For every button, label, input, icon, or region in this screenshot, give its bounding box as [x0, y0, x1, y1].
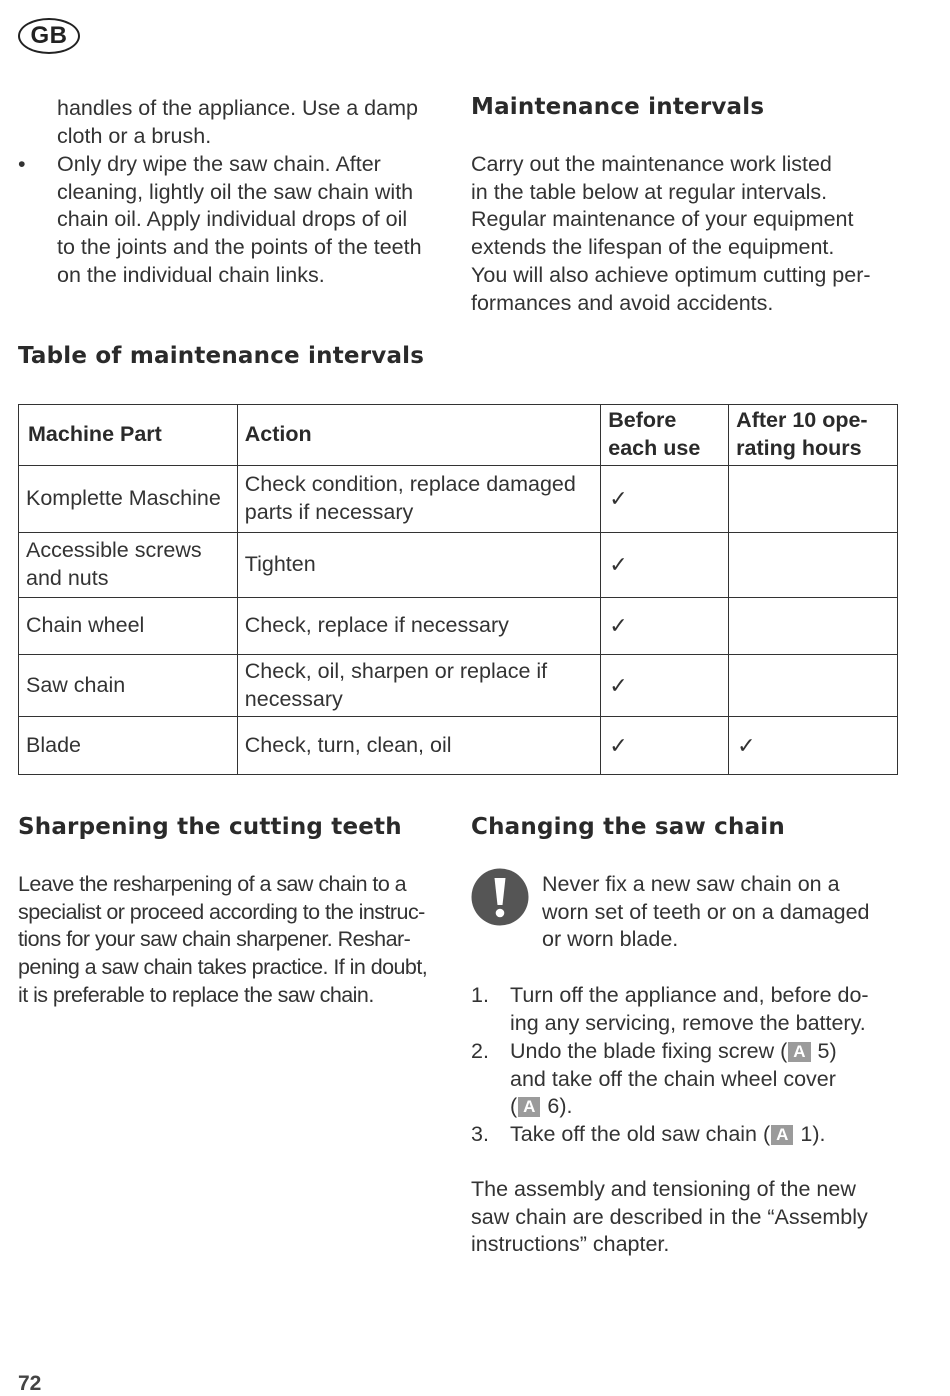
text-line: chain oil. Apply individual drops of oil	[57, 207, 408, 232]
maintenance-paragraph	[471, 151, 911, 317]
text-line: instructions” chapter.	[471, 1232, 670, 1257]
text-line: cloth or a brush.	[57, 123, 212, 148]
figure-ref-badge: A	[518, 1097, 540, 1117]
cell-line: Komplette Maschine	[26, 486, 221, 511]
cell-after	[729, 466, 898, 533]
page-number: 72	[18, 1372, 42, 1395]
check-icon: ✓	[601, 598, 729, 655]
header-after-10-hours	[729, 405, 898, 466]
text-line	[510, 1038, 905, 1066]
text-line: and take off the chain wheel cover	[510, 1066, 836, 1091]
table-header-row	[19, 405, 898, 466]
text-line: Only dry wipe the saw chain. After	[57, 152, 381, 176]
check-icon: ✓	[601, 466, 729, 533]
cell-part	[19, 655, 238, 717]
text-line: on the individual chain links.	[57, 262, 325, 287]
cell-part	[19, 533, 238, 598]
section-title-table: Table of maintenance intervals	[18, 343, 425, 369]
figure-ref-badge: A	[788, 1042, 810, 1062]
check-icon: ✓	[601, 717, 729, 775]
cell-after	[729, 655, 898, 717]
text-line: cleaning, lightly oil the saw chain with	[57, 179, 414, 204]
cell-line: necessary	[244, 686, 343, 711]
header-line: Before	[608, 408, 677, 433]
text-fragment: 6).	[541, 1094, 573, 1119]
language-badge	[18, 18, 80, 54]
cell-line: Check, oil, sharpen or replace if	[244, 658, 548, 683]
cell-line: Accessible screws	[26, 538, 202, 563]
text-line: handles of the appliance. Use a damp	[57, 96, 418, 120]
step-item	[510, 1121, 905, 1149]
table-row	[19, 533, 898, 598]
check-icon: ✓	[729, 717, 898, 775]
cell-line: Tighten	[244, 552, 316, 577]
cell-line: Saw chain	[26, 672, 126, 697]
text-line: Regular maintenance of your equipment	[471, 207, 854, 232]
section-title-maintenance-intervals: Maintenance intervals	[471, 94, 765, 120]
bullet-icon: •	[18, 152, 26, 176]
text-fragment: 1).	[794, 1122, 826, 1146]
step-number: 1.	[471, 983, 489, 1007]
table-row	[19, 466, 898, 533]
warning-icon	[471, 868, 529, 926]
cell-part	[19, 598, 238, 655]
check-icon: ✓	[601, 655, 729, 717]
text-line: to the joints and the points of the teeth	[57, 235, 422, 260]
cell-line: parts if necessary	[244, 500, 414, 524]
continued-text	[57, 95, 457, 150]
cell-part	[19, 717, 238, 775]
cell-action	[237, 533, 600, 598]
cell-action	[237, 655, 600, 717]
cell-line: and nuts	[26, 566, 109, 590]
cell-action	[237, 717, 600, 775]
cell-line: Chain wheel	[26, 613, 145, 638]
text-line: ing any servicing, remove the battery.	[510, 1010, 866, 1035]
text-line: worn set of teeth or on a damaged	[542, 899, 870, 924]
header-machine-part: Machine Part	[19, 405, 238, 466]
text-line: Carry out the maintenance work listed	[471, 152, 832, 176]
text-line: pening a saw chain takes practice. If in doubt,	[18, 955, 428, 980]
step-number: 2.	[471, 1039, 489, 1063]
text-fragment: Take off the old saw chain (	[510, 1122, 771, 1146]
step-item	[510, 982, 905, 1037]
text-line: You will also achieve optimum cutting per-	[471, 262, 871, 287]
warning-text	[542, 871, 912, 954]
closing-paragraph	[471, 1176, 911, 1259]
text-line: extends the lifespan of the equipment.	[471, 235, 835, 260]
bullet-item	[57, 151, 457, 290]
cell-part	[19, 466, 238, 533]
text-line: it is preferable to replace the saw chain.	[18, 982, 374, 1007]
section-title-sharpening: Sharpening the cutting teeth	[18, 814, 402, 840]
cell-after	[729, 598, 898, 655]
cell-line: Check, turn, clean, oil	[244, 732, 452, 757]
section-title-changing-chain: Changing the saw chain	[471, 814, 785, 840]
text-fragment: (	[510, 1094, 518, 1119]
header-action: Action	[237, 405, 600, 466]
text-fragment: Undo the blade fixing screw (	[510, 1039, 788, 1063]
table-row	[19, 655, 898, 717]
check-icon: ✓	[601, 533, 729, 598]
text-line: formances and avoid accidents.	[471, 290, 774, 315]
table-row	[19, 717, 898, 775]
text-line: saw chain are described in the “Assembly	[471, 1204, 868, 1229]
header-line: After 10 ope-	[736, 408, 868, 433]
header-line: rating hours	[736, 436, 862, 460]
text-line	[510, 1121, 905, 1149]
text-fragment: 5)	[811, 1039, 837, 1063]
language-code: GB	[30, 22, 68, 49]
cell-line: Blade	[26, 732, 81, 757]
text-line: specialist or proceed according to the instruc-	[18, 899, 425, 924]
text-line: The assembly and tensioning of the new	[471, 1177, 856, 1201]
text-line: Leave the resharpening of a saw chain to a	[18, 872, 407, 896]
step-number: 3.	[471, 1122, 489, 1146]
header-before-each-use	[601, 405, 729, 466]
text-line: in the table below at regular intervals.	[471, 179, 828, 204]
text-line: tions for your saw chain sharpener. Reshar-	[18, 927, 411, 952]
cell-line: Check condition, replace damaged	[244, 472, 576, 497]
cell-action	[237, 598, 600, 655]
text-line: Never fix a new saw chain on a	[542, 872, 840, 896]
text-line: or worn blade.	[542, 927, 679, 952]
sharpening-paragraph	[18, 871, 458, 1010]
cell-action	[237, 466, 600, 533]
figure-ref-badge: A	[771, 1125, 793, 1145]
maintenance-table	[18, 404, 898, 775]
header-line: each use	[608, 436, 701, 460]
text-line	[510, 1093, 905, 1121]
step-item	[510, 1038, 905, 1121]
cell-line: Check, replace if necessary	[244, 613, 509, 638]
text-line: Turn off the appliance and, before do-	[510, 983, 869, 1007]
cell-after	[729, 533, 898, 598]
table-row	[19, 598, 898, 655]
